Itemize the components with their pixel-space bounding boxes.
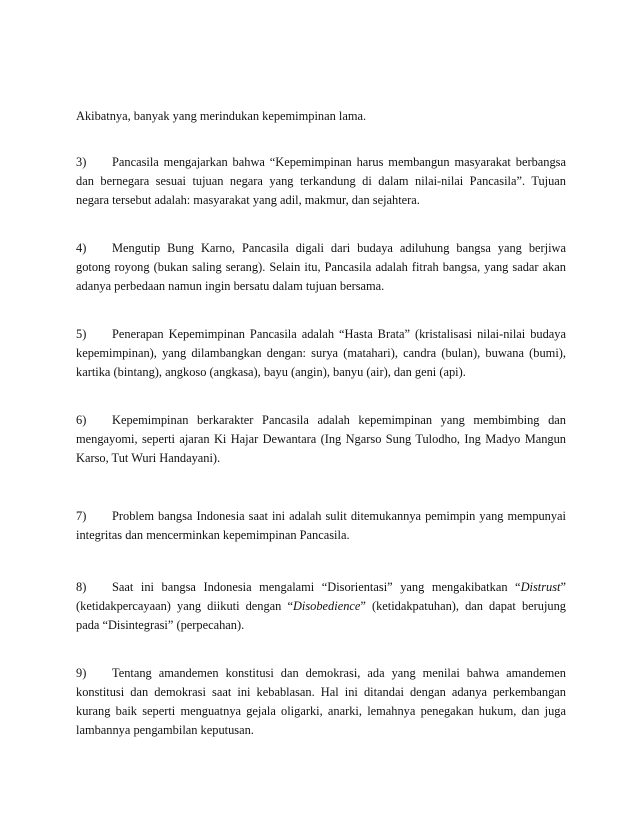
list-item: [76, 325, 566, 382]
item-text: Pancasila mengajarkan bahwa “Kepemimpinan harus membangun masyarakat berbangsa: [112, 155, 566, 169]
item-line: [76, 239, 566, 258]
item-line: mengayomi, seperti ajaran Ki Hajar Dewantara (Ing Ngarso Sung Tulodho, Ing Madyo Mangun: [76, 432, 566, 446]
item-number: 4): [76, 241, 87, 255]
item-number: 7): [76, 509, 87, 523]
item-line: kartika (bintang), angkoso (angkasa), bayu (angin), banyu (air), dan geni (api).: [76, 365, 466, 379]
item-line: Karso, Tut Wuri Handayani).: [76, 451, 221, 465]
item-line: integritas dan mencerminkan kepemimpinan Pancasila.: [76, 528, 350, 542]
item-line: kepemimpinan), yang dilambangkan dengan: surya (matahari), candra (bulan), buwana (bumi),: [76, 346, 566, 360]
item-line: [76, 578, 566, 597]
item-line: dan bernegara sesuai tujuan negara yang terkandung di dalam nilai-nilai Pancasila”. Tujuan: [76, 174, 566, 188]
item-line: kurang baik seperti menguatnya gejala oligarki, anarki, lemahnya penegakan hukum, dan juga: [76, 704, 566, 718]
item-number: 5): [76, 327, 87, 341]
item-line: [76, 507, 566, 526]
item-line: [76, 597, 566, 616]
item-line: [76, 664, 566, 683]
item-text: Tentang amandemen konstitusi dan demokrasi, ada yang menilai bahwa amandemen: [112, 666, 566, 680]
item-text: Problem bangsa Indonesia saat ini adalah sulit ditemukannya pemimpin yang mempunyai: [112, 509, 566, 523]
italic-term: Disobedience: [292, 599, 361, 613]
item-text: Saat ini bangsa Indonesia mengalami “Disorientasi” yang mengakibatkan “: [112, 580, 521, 594]
list-item: [76, 664, 566, 740]
item-number: 8): [76, 580, 87, 594]
item-text: (ketidakpercayaan) yang diikuti dengan “: [76, 599, 293, 613]
item-line: pada “Disintegrasi” (perpecahan).: [76, 618, 245, 632]
item-text: Mengutip Bung Karno, Pancasila digali dari budaya adiluhung bangsa yang berjiwa: [112, 241, 566, 255]
item-text: Penerapan Kepemimpinan Pancasila adalah “Hasta Brata” (kristalisasi nilai-nilai budaya: [112, 327, 566, 341]
item-line: konstitusi dan demokrasi saat ini kebablasan. Hal ini ditandai dengan adanya perkembangan: [76, 685, 566, 699]
item-number: 9): [76, 666, 87, 680]
item-line: negara tersebut adalah: masyarakat yang adil, makmur, dan sejahtera.: [76, 193, 420, 207]
item-number: 3): [76, 155, 87, 169]
list-item: [76, 578, 566, 635]
item-line: [76, 411, 566, 430]
item-line: adanya perbedaan namun ingin bersatu dalam tujuan bersama.: [76, 279, 385, 293]
italic-term: Distrust: [520, 580, 561, 594]
list-item: [76, 411, 566, 468]
item-text: Kepemimpinan berkarakter Pancasila adalah kepemimpinan yang membimbing dan: [112, 413, 566, 427]
item-line: gotong royong (bukan saling serang). Selain itu, Pancasila adalah fitrah bangsa, yang sadar akan: [76, 260, 566, 274]
item-text: ” (ketidakpatuhan), dan dapat berujung: [360, 599, 566, 613]
item-number: 6): [76, 413, 87, 427]
item-line: lambannya pengambilan keputusan.: [76, 723, 254, 737]
intro-paragraph: [76, 107, 566, 126]
list-item: [76, 507, 566, 545]
item-line: [76, 325, 566, 344]
item-text: ”: [560, 580, 566, 594]
intro-text: Akibatnya, banyak yang merindukan kepemimpinan lama.: [76, 109, 367, 123]
list-item: [76, 239, 566, 296]
list-item: [76, 153, 566, 210]
item-line: [76, 153, 566, 172]
